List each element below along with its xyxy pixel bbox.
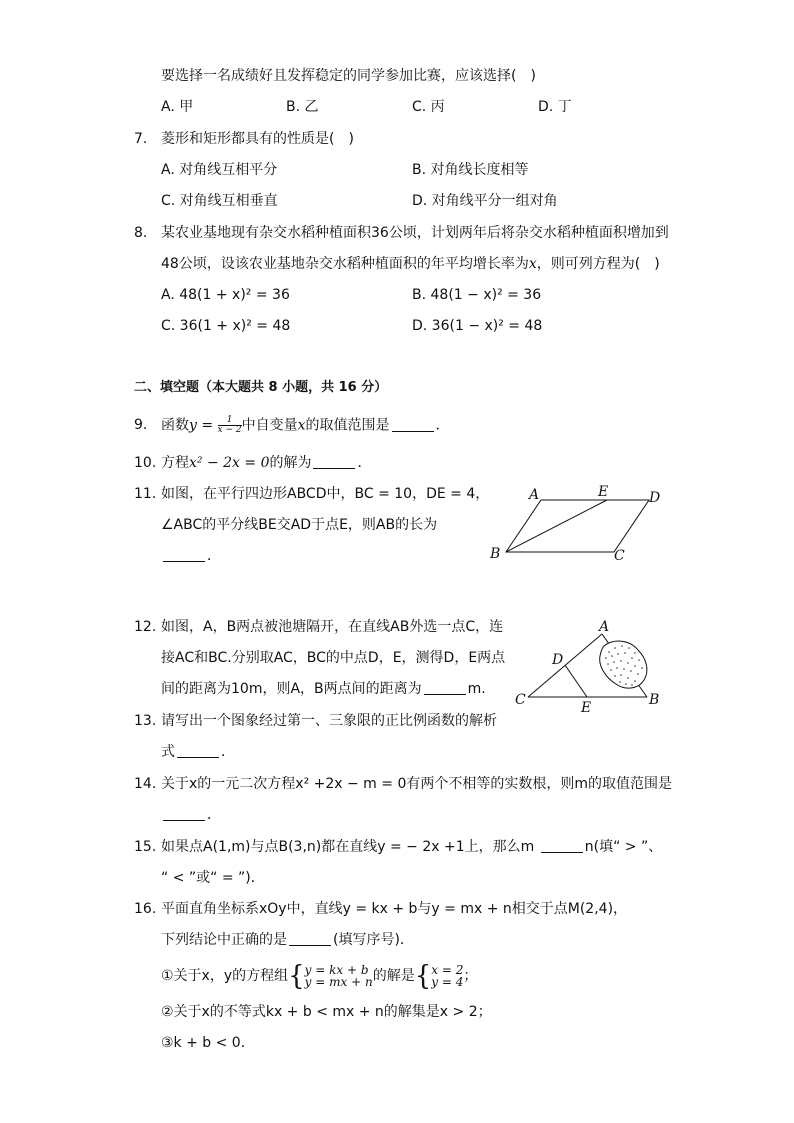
label-d: D bbox=[552, 652, 564, 668]
q13-number: 13. bbox=[134, 713, 157, 729]
q16-stem-line1: 平面直角坐标系xOy中，直线y = kx + b与y = mx + n相交于点M(2,4)， bbox=[161, 901, 628, 917]
q10-answer-blank[interactable] bbox=[313, 454, 355, 469]
q9-stem: 函数y = $\frac{1}{x - 2}$ 中自变量x的取值范围是 ． bbox=[161, 415, 450, 435]
q9-answer-blank[interactable] bbox=[392, 417, 434, 432]
q6-option-a: A. 甲 bbox=[161, 99, 194, 115]
q14-stem-line1: 关于x的一元二次方程x² +2x − m = 0有两个不相等的实数根，则m的取值范围是 bbox=[161, 776, 672, 792]
q16-stem-line2: 下列结论中正确的是 (填写序号)． bbox=[161, 932, 414, 948]
q7-stem: 菱形和矩形都具有的性质是( ) bbox=[161, 131, 354, 147]
q12-stem-line2: 接AC和BC.分别取AC，BC的中点D，E，测得D，E两点 bbox=[161, 650, 506, 666]
bisector-be bbox=[506, 500, 607, 552]
q16-answer-blank[interactable] bbox=[289, 931, 331, 946]
label-b: B bbox=[649, 692, 660, 708]
q14-stem-line2: ． bbox=[161, 806, 221, 824]
q16-number: 16. bbox=[134, 901, 157, 917]
q8-option-b: B. 48(1 − x)² = 36 bbox=[412, 287, 542, 303]
q6-option-c: C. 丙 bbox=[412, 99, 445, 115]
equation-system: y = kx + b y = mx + n bbox=[304, 963, 373, 989]
q12-stem-line3: 间的距离为10m，则A，B两点间的距离为 m. bbox=[161, 681, 486, 697]
q7-option-c: C. 对角线互相垂直 bbox=[161, 193, 278, 209]
q13-stem-line2: 式 ． bbox=[161, 744, 235, 760]
label-c: C bbox=[614, 548, 625, 564]
q16-item-2: ②关于x的不等式kx + b < mx + n的解集是x > 2； bbox=[161, 1004, 492, 1020]
q15-stem-line1: 如果点A(1,m)与点B(3,n)都在直线y = − 2x +1上，那么m n(填“ > ”、 bbox=[161, 839, 663, 855]
q14-answer-blank[interactable] bbox=[163, 806, 205, 821]
q9-number: 9. bbox=[134, 417, 148, 433]
q7-number: 7. bbox=[134, 131, 148, 147]
q11-parallelogram-figure bbox=[486, 482, 666, 564]
q10-number: 10. bbox=[134, 455, 157, 471]
q13-stem-line1: 请写出一个图象经过第一、三象限的正比例函数的解析 bbox=[161, 713, 497, 729]
q15-number: 15. bbox=[134, 839, 157, 855]
q11-stem-line2: ∠ABC的平分线BE交AD于点E，则AB的长为 bbox=[161, 517, 438, 533]
label-e: E bbox=[581, 700, 592, 716]
q8-option-d: D. 36(1 − x)² = 48 bbox=[412, 318, 543, 334]
q14-number: 14. bbox=[134, 776, 157, 792]
pond-shape bbox=[600, 641, 647, 688]
q12-stem-line1: 如图，A，B两点被池塘隔开，在直线AB外选一点C，连 bbox=[161, 619, 504, 635]
q7-option-b: B. 对角线长度相等 bbox=[412, 162, 529, 178]
q11-stem-line1: 如图，在平行四边形ABCD中，BC = 10，DE = 4， bbox=[161, 486, 490, 502]
q12-answer-blank[interactable] bbox=[424, 680, 466, 695]
q8-stem-line1: 某农业基地现有杂交水稻种植面积36公顷，计划两年后将杂交水稻种植面积增加到 bbox=[161, 225, 669, 241]
q16-item-3: ③k + b < 0． bbox=[161, 1035, 255, 1051]
label-b: B bbox=[490, 546, 501, 562]
q11-number: 11. bbox=[134, 486, 157, 502]
q13-answer-blank[interactable] bbox=[177, 743, 219, 758]
label-a: A bbox=[599, 619, 610, 635]
section-title: 二、填空题（本大题共 8 小题，共 16 分） bbox=[134, 380, 388, 395]
q6-stem: 要选择一名成绩好且发挥稳定的同学参加比赛，应该选择( ) bbox=[161, 68, 536, 84]
q15-stem-line2: “ < ”或“ = ”)． bbox=[161, 870, 265, 886]
label-d: D bbox=[649, 490, 661, 506]
label-a: A bbox=[529, 487, 540, 503]
q8-option-a: A. 48(1 + x)² = 36 bbox=[161, 287, 290, 303]
q7-option-d: D. 对角线平分一组对角 bbox=[412, 193, 558, 209]
q11-answer-blank[interactable] bbox=[163, 547, 205, 562]
label-e: E bbox=[598, 484, 609, 500]
label-c: C bbox=[515, 692, 526, 708]
q12-pond-figure bbox=[512, 618, 662, 718]
q15-answer-blank[interactable] bbox=[541, 838, 583, 853]
solution-system: x = 2 y = 4 bbox=[431, 963, 464, 989]
q11-stem-line3: ． bbox=[161, 547, 221, 565]
q8-option-c: C. 36(1 + x)² = 48 bbox=[161, 318, 291, 334]
q8-number: 8. bbox=[134, 225, 148, 241]
segment-de bbox=[565, 665, 587, 697]
q9-fraction: $\frac{1}{x - 2}$ bbox=[217, 415, 242, 435]
q16-item-1: ①关于x，y的方程组{ y = kx + b y = mx + n 的解是{ x = 2 y = 4 ； bbox=[161, 960, 478, 992]
q6-option-d: D. 丁 bbox=[538, 99, 572, 115]
q10-stem: 方程x² − 2x = 0的解为 ． bbox=[161, 455, 372, 471]
parallelogram-abcd bbox=[506, 500, 649, 552]
q7-option-a: A. 对角线互相平分 bbox=[161, 162, 278, 178]
q6-option-b: B. 乙 bbox=[286, 99, 319, 115]
q12-number: 12. bbox=[134, 619, 157, 635]
q8-stem-line2: 48公顷，设该农业基地杂交水稻种植面积的年平均增长率为x，则可列方程为( ) bbox=[161, 256, 660, 272]
